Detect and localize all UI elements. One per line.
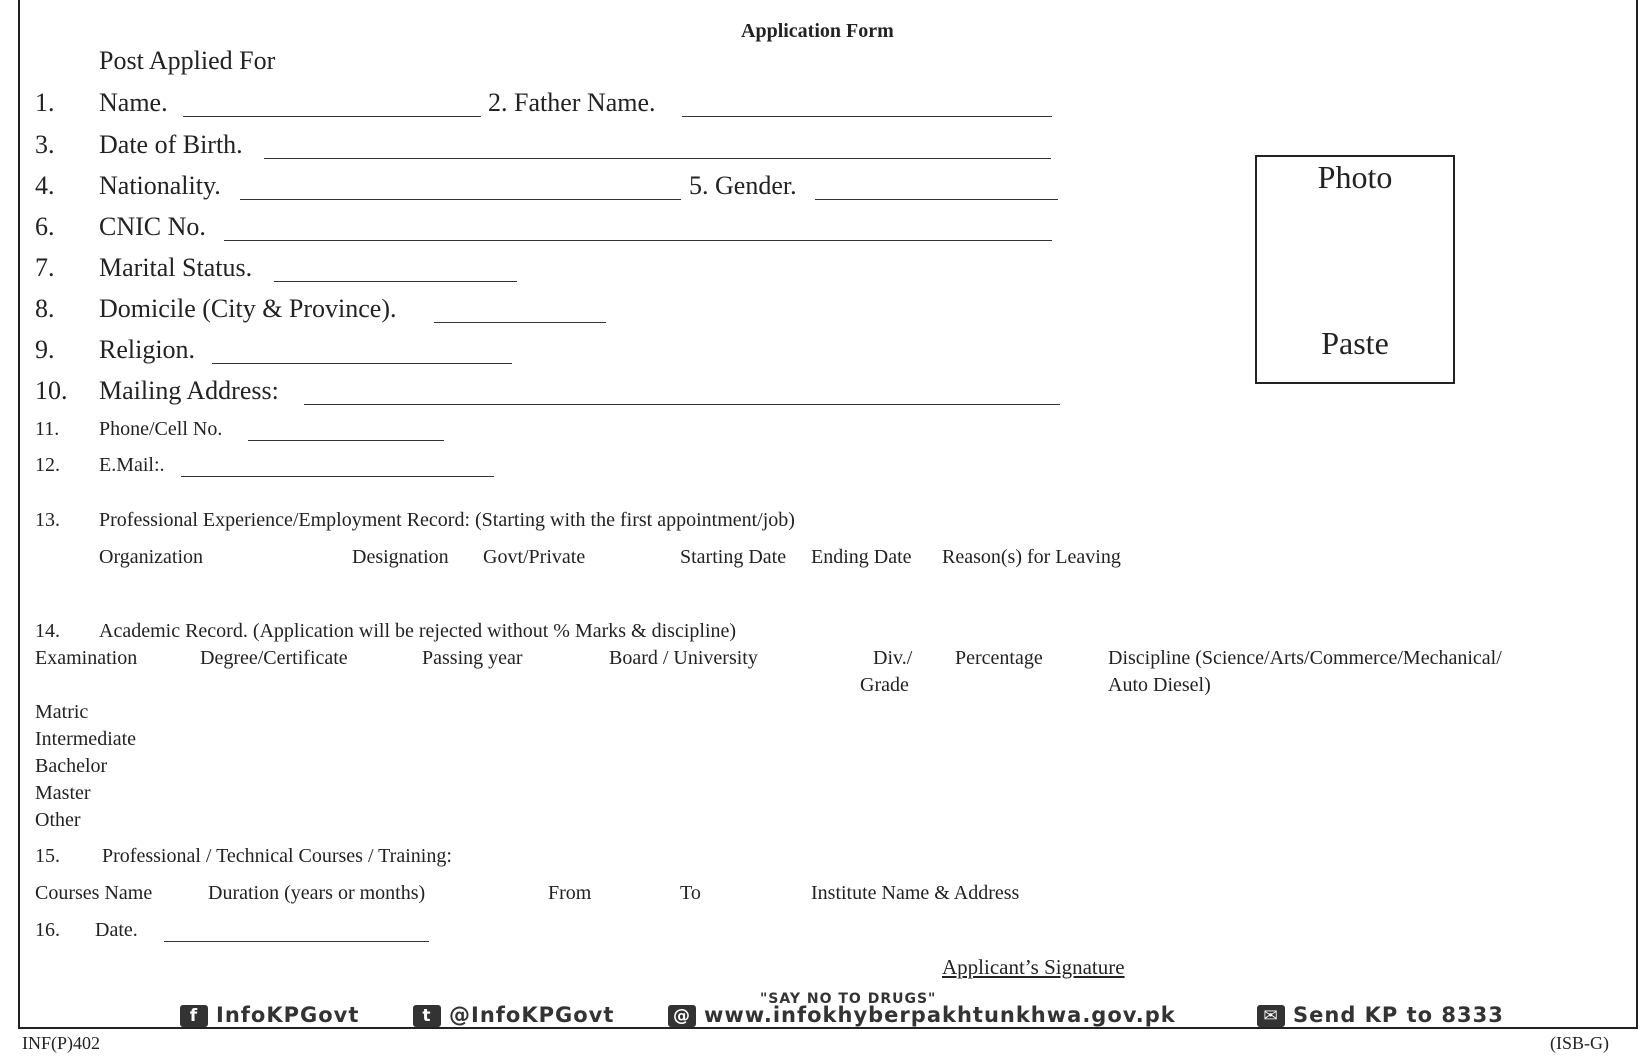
facebook-text: InfoKPGovt <box>216 1003 360 1027</box>
experience-title: Professional Experience/Employment Record: (Starting with the first appointment/job) <box>99 509 795 531</box>
col-organization: Organization <box>99 546 204 568</box>
field-number: 8. <box>35 294 55 323</box>
twitter-handle <box>413 1003 614 1027</box>
col-courses-name: Courses Name <box>35 882 153 904</box>
col-institute: Institute Name & Address <box>811 882 1020 904</box>
globe-icon: @ <box>668 1005 696 1027</box>
name-label: Name. <box>99 88 168 117</box>
marital-status-line[interactable] <box>274 281 517 282</box>
domicile-line[interactable] <box>434 322 606 323</box>
post-applied-label: Post Applied For <box>99 46 276 75</box>
academic-row-other: Other <box>35 809 81 831</box>
cnic-label: CNIC No. <box>99 212 206 241</box>
twitter-text: @InfoKPGovt <box>449 1003 615 1027</box>
col-board: Board / University <box>609 647 758 669</box>
field-number: 6. <box>35 212 55 241</box>
col-degree: Degree/Certificate <box>200 647 348 669</box>
twitter-icon: t <box>413 1005 441 1027</box>
academic-row-intermediate: Intermediate <box>35 728 137 750</box>
col-grade: Grade <box>860 674 909 696</box>
col-starting-date: Starting Date <box>680 546 787 568</box>
dob-line[interactable] <box>264 158 1051 159</box>
col-to: To <box>680 882 701 904</box>
section-number: 14. <box>35 620 60 642</box>
gender-line[interactable] <box>815 199 1058 200</box>
form-code-right: (ISB-G) <box>1550 1033 1609 1053</box>
date-line[interactable] <box>164 941 429 942</box>
col-ending-date: Ending Date <box>811 546 912 568</box>
domicile-label: Domicile (City & Province). <box>99 294 397 323</box>
academic-row-master: Master <box>35 782 91 804</box>
form-code-left: INF(P)402 <box>22 1033 101 1053</box>
email-line[interactable] <box>181 476 494 477</box>
applicant-signature: Applicant’s Signature <box>942 955 1125 979</box>
nationality-line[interactable] <box>240 199 681 200</box>
form-title: Application Form <box>741 20 894 42</box>
field-number: 10. <box>35 376 68 405</box>
section-number: 15. <box>35 845 60 867</box>
name-line[interactable] <box>183 116 481 117</box>
sms-text: Send KP to 8333 <box>1293 1003 1504 1027</box>
phone-label: Phone/Cell No. <box>99 418 223 440</box>
photo-box[interactable] <box>1255 155 1455 384</box>
col-percentage: Percentage <box>955 647 1043 669</box>
cnic-line[interactable] <box>224 240 1052 241</box>
website-link <box>668 1003 1176 1027</box>
mailing-address-line[interactable] <box>304 404 1060 405</box>
col-designation: Designation <box>352 546 449 568</box>
field-number: 9. <box>35 335 55 364</box>
col-division: Div./ <box>873 647 913 669</box>
facebook-handle <box>180 1003 359 1027</box>
academic-row-bachelor: Bachelor <box>35 755 108 777</box>
marital-status-label: Marital Status. <box>99 253 253 282</box>
section-number: 16. <box>35 919 60 941</box>
field-number: 3. <box>35 130 55 159</box>
paste-label: Paste <box>1321 325 1389 361</box>
field-number: 7. <box>35 253 55 282</box>
father-name-line[interactable] <box>682 116 1052 117</box>
phone-line[interactable] <box>248 440 444 441</box>
email-label: E.Mail:. <box>99 454 165 476</box>
col-govt-private: Govt/Private <box>483 546 586 568</box>
website-text: www.infokhyberpakhtunkhwa.gov.pk <box>704 1003 1176 1027</box>
col-from: From <box>548 882 592 904</box>
photo-label: Photo <box>1317 159 1393 195</box>
col-examination: Examination <box>35 647 138 669</box>
col-duration: Duration (years or months) <box>208 882 426 904</box>
father-name-label: 2. Father Name. <box>488 88 656 117</box>
sms-info <box>1257 1003 1504 1027</box>
col-reason-leaving: Reason(s) for Leaving <box>942 546 1121 568</box>
dob-label: Date of Birth. <box>99 130 243 159</box>
col-passing-year: Passing year <box>422 647 523 669</box>
courses-title: Professional / Technical Courses / Training: <box>102 845 452 867</box>
facebook-icon: f <box>180 1005 208 1027</box>
field-number: 1. <box>35 88 55 117</box>
gender-label: 5. Gender. <box>689 171 797 200</box>
academic-title: Academic Record. (Application will be rejected without % Marks & discipline) <box>99 620 737 642</box>
col-discipline: Discipline (Science/Arts/Commerce/Mechanical/ <box>1108 647 1502 669</box>
date-label: Date. <box>95 919 138 941</box>
religion-label: Religion. <box>99 335 196 364</box>
message-icon: ✉ <box>1257 1005 1285 1027</box>
academic-row-matric: Matric <box>35 701 89 723</box>
col-discipline-cont: Auto Diesel) <box>1108 674 1211 696</box>
section-number: 13. <box>35 509 60 531</box>
field-number: 11. <box>35 418 60 440</box>
field-number: 4. <box>35 171 55 200</box>
mailing-address-label: Mailing Address: <box>99 376 279 405</box>
drugs-tagline: "SAY NO TO DRUGS" <box>760 991 937 1007</box>
religion-line[interactable] <box>212 363 512 364</box>
field-number: 12. <box>35 454 60 476</box>
nationality-label: Nationality. <box>99 171 221 200</box>
